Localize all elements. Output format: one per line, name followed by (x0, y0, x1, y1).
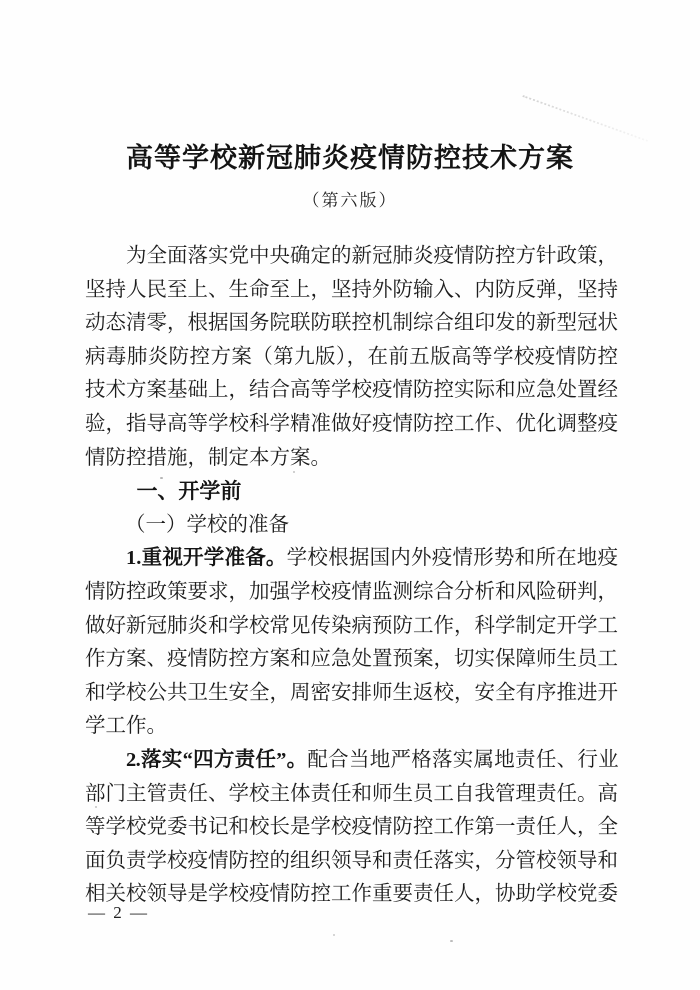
section-heading-level1: 一、开学前 (136, 480, 242, 504)
item1-line-2: 情防控政策要求，加强学校疫情监测综合分析和风险研判， (85, 580, 618, 603)
item2-line-5: 相关校领导是学校疫情防控工作重要责任人，协助学校党委 (85, 883, 618, 906)
document-body (85, 240, 618, 912)
item1-line-1-text: 学校根据国内外疫情形势和所在地疫 (286, 547, 619, 570)
item1-line-4: 作方案、疫情防控方案和应急处置预案，切实保障师生员工 (85, 648, 618, 671)
item2-line-2: 部门主管责任、学校主体责任和师生员工自我管理责任。高 (85, 782, 618, 805)
item2-line-3: 等学校党委书记和校长是学校疫情防控工作第一责任人，全 (85, 816, 618, 839)
scan-streak-artifact (522, 95, 648, 142)
item2-line-4: 面负责学校疫情防控的组织领导和责任落实，分管校领导和 (85, 849, 618, 872)
section-heading-level2: （一）学校的准备 (124, 513, 289, 536)
intro-line-3: 动态清零，根据国务院联防联控机制综合组印发的新型冠状 (85, 312, 618, 335)
intro-line-7: 情防控措施，制定本方案。 (85, 446, 331, 469)
item1-line-5: 和学校公共卫生安全，周密安排师生返校，安全有序推进开 (85, 681, 618, 704)
page-number: — 2 — (88, 903, 149, 922)
edition-subtitle: （第六版） (302, 191, 398, 210)
intro-line-4: 病毒肺炎防控方案（第九版），在前五版高等学校疫情防控 (85, 345, 618, 368)
scan-speck (450, 940, 453, 942)
item2-line-1-text: 配合当地严格落实属地责任、行业 (307, 748, 619, 771)
document-title: 高等学校新冠肺炎疫情防控技术方案 (126, 143, 574, 173)
item2-line-1 (85, 744, 618, 778)
item2-lead: 2.落实“四方责任”。 (126, 748, 308, 771)
intro-line-6: 验，指导高等学校科学精准做好疫情防控工作、优化调整疫 (85, 412, 618, 435)
item1-line-6: 学工作。 (85, 715, 167, 738)
item1-lead: 1.重视开学准备。 (126, 547, 287, 570)
intro-line-2: 坚持人民至上、生命至上，坚持外防输入、内防反弹，坚持 (85, 278, 618, 301)
intro-line-1: 为全面落实党中央确定的新冠肺炎疫情防控方针政策， (126, 245, 618, 267)
item1-line-3: 做好新冠肺炎和学校常见传染病预防工作，科学制定开学工 (85, 614, 618, 637)
intro-line-5: 技术方案基础上，结合高等学校疫情防控实际和应急处置经 (85, 379, 618, 402)
item1-line-1 (85, 542, 618, 576)
scan-speck (333, 934, 335, 936)
